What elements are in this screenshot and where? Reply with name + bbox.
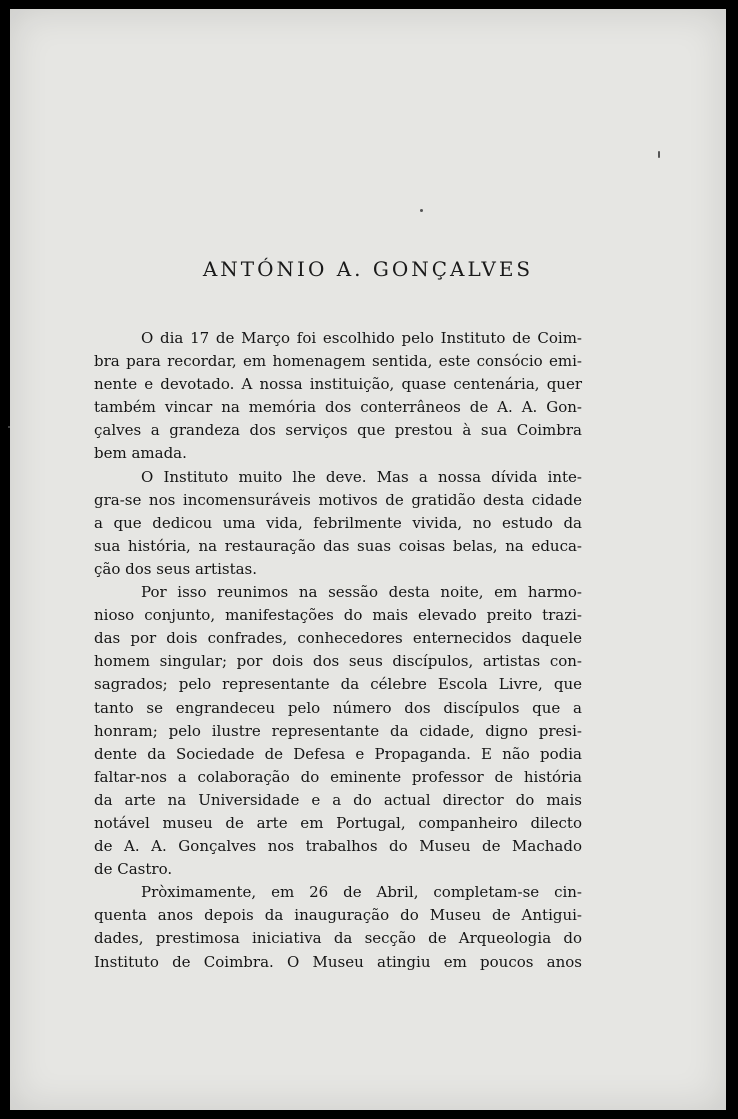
text-line: quenta anos depois da inauguração do Museu de Antigui-: [94, 906, 582, 925]
text-line: das por dois confrades, conhecedores enternecidos daquele: [94, 629, 582, 648]
paragraph: [94, 466, 582, 581]
page-title: ANTÓNIO A. GONÇALVES: [202, 257, 534, 281]
text-line: tanto se engrandeceu pelo número dos discípulos que a: [94, 698, 582, 717]
text-line: O Instituto muito lhe deve. Mas a nossa dívida inte-: [141, 467, 582, 486]
paragraph: [94, 327, 582, 466]
text-line: O dia 17 de Março foi escolhido pelo Instituto de Coim-: [141, 329, 582, 347]
text-line: a que dedicou uma vida, febrilmente vivida, no estudo da: [94, 513, 582, 532]
text-line: Por isso reunimos na sessão desta noite, em harmo-: [141, 583, 582, 602]
paragraph: [94, 881, 582, 973]
text-line: sua história, na restauração das suas coisas belas, na educa-: [94, 536, 582, 555]
text-line: Instituto de Coimbra. O Museu atingiu em poucos anos: [94, 952, 582, 971]
text-line: gra-se nos incomensuráveis motivos de gratidão desta cidade: [94, 490, 582, 509]
text-line: nente e devotado. A nossa instituição, quase centenária, quer: [94, 375, 582, 394]
text-line: Pròximamente, em 26 de Abril, completam-se cin-: [141, 883, 582, 902]
text-line: também vincar na memória dos conterrâneos de A. A. Gon-: [94, 398, 582, 417]
text-line: bra para recordar, em homenagem sentida, este consócio emi-: [94, 352, 582, 371]
document-body: [94, 327, 582, 974]
document-page: [10, 9, 726, 1110]
text-line: de Castro.: [94, 860, 173, 879]
paper-speck: [420, 209, 423, 212]
text-line: faltar-nos a colaboração do eminente professor de história: [94, 767, 582, 786]
text-line: honram; pelo ilustre representante da cidade, digno presi-: [94, 721, 582, 740]
text-line: sagrados; pelo representante da célebre Escola Livre, que: [94, 675, 582, 694]
text-line: da arte na Universidade e a do actual director do mais: [94, 790, 582, 809]
paper-speck: [658, 151, 660, 158]
paragraph: [94, 581, 582, 881]
text-line: bem amada.: [94, 444, 187, 463]
text-line: nioso conjunto, manifestações do mais elevado preito trazi-: [94, 606, 582, 625]
text-line: ção dos seus artistas.: [94, 559, 258, 578]
text-line: de A. A. Gonçalves nos trabalhos do Museu de Machado: [94, 837, 582, 856]
text-line: homem singular; por dois dos seus discípulos, artistas con-: [94, 652, 582, 671]
text-line: dente da Sociedade de Defesa e Propaganda. E não podia: [94, 744, 582, 763]
text-line: dades, prestimosa iniciativa da secção de Arqueologia do: [94, 929, 582, 948]
text-line: çalves a grandeza dos serviços que prestou à sua Coimbra: [94, 421, 582, 440]
text-line: notável museu de arte em Portugal, companheiro dilecto: [94, 813, 582, 832]
paper-speck: [8, 426, 10, 428]
